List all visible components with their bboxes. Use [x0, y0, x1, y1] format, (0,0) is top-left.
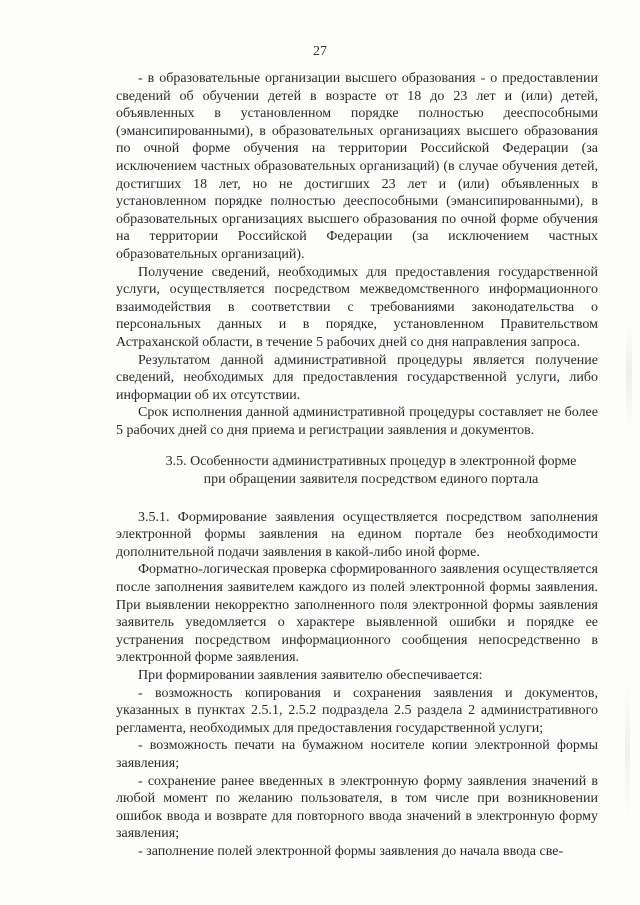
scan-edge-mark	[626, 320, 632, 430]
list-item: - заполнение полей электронной формы заявления до начала ввода све-	[138, 843, 564, 859]
paragraph: Форматно-логическая проверка сформированного заявления осуществляется после заполнения заявителем каждого из полей электронной формы заявления. При выявлении некорректно заполненного поля электронной формы заявления заявитель уведомляется о характере выявленной ошибки и порядке ее устранения посредством информационного сообщения непосредственно в электронной форме заявления.	[116, 562, 598, 666]
section-heading-line: при обращении заявителя посредством единого портала	[203, 472, 539, 488]
paragraph: Получение сведений, необходимых для предоставления государственной услуги, осуществляется посредством межведомственного информационного взаимодействия в соответствии с требованиями законодательства о персональных данных и в порядке, установленном Правительством Астраханской области, в течение 5 рабочих дней со дня направления запроса.	[116, 264, 598, 350]
paragraph: Срок исполнения данной административной процедуры составляет не более 5 рабочих дней со дня приема и регистрации заявления и документов.	[116, 405, 598, 438]
list-item: - сохранение ранее введенных в электронную форму заявления значений в любой момент по желанию пользователя, в том числе при возникновении ошибок ввода и возврате для повторного ввода значений в электронную форму заявления;	[116, 773, 598, 842]
paragraph: - в образовательные организации высшего образования - о предоставлении сведений об обучении детей в возрасте от 18 до 23 лет и (или) детей, объявленных в установленном порядке полностью дееспособными (эмансипированными), в образовательных организациях высшего образования по очной форме обучения на территории Российской Федерации (за исключением частных образовательных организаций) (в случае обучения детей, достигших 18 лет, но не достигших 23 лет и (или) объявленных в установленном порядке полностью дееспособными (эмансипированными), в образовательных организациях высшего образования по очной форме обучения на территории Российской Федерации (за исключением частных образовательных организаций).	[116, 71, 598, 262]
paragraph: При формировании заявления заявителю обеспечивается:	[138, 668, 483, 683]
paragraph: 3.5.1. Формирование заявления осуществляется посредством заполнения электронной формы заявления на едином портале без необходимости дополнительной подачи заявления в какой-либо иной форме.	[116, 509, 598, 560]
section-heading-line: 3.5. Особенности административных процедур в электронной форме	[165, 454, 577, 470]
list-item: - возможность копирования и сохранения заявления и документов, указанных в пунктах 2.5.1, 2.5.2 подраздела 2.5 раздела 2 административного регламента, необходимых для предоставления государственной услуги;	[116, 685, 598, 736]
page-body	[116, 70, 598, 861]
section-heading	[116, 453, 598, 488]
page-number: 27	[313, 44, 327, 59]
paragraph: Результатом данной административной процедуры является получение сведений, необходимых для предоставления государственной услуги, либо информации об их отсутствии.	[116, 352, 598, 403]
list-item: - возможность печати на бумажном носителе копии электронной формы заявления;	[116, 738, 598, 771]
scan-edge-mark	[625, 680, 630, 820]
